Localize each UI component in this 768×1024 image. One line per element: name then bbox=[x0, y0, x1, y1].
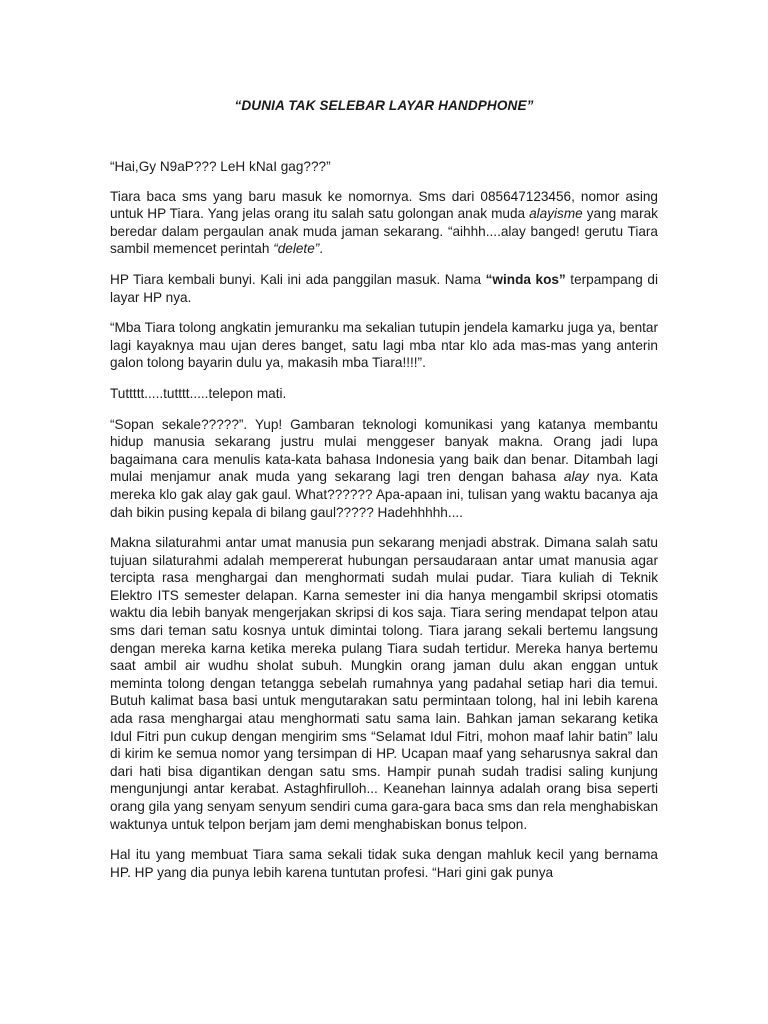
paragraph-p1 bbox=[110, 158, 658, 176]
paragraph-p6 bbox=[110, 416, 658, 522]
paragraph-p8 bbox=[110, 846, 658, 881]
text-segment: Tuttttt.....tutttt.....telepon mati. bbox=[110, 385, 287, 401]
document-title: “DUNIA TAK SELEBAR LAYAR HANDPHONE” bbox=[234, 98, 534, 113]
text-segment: HP Tiara kembali bunyi. Kali ini ada panggilan masuk. Nama bbox=[110, 271, 486, 287]
text-segment: Hal itu yang membuat Tiara sama sekali tidak suka dengan mahluk kecil yang bernama HP. HP yang dia punya lebih karena tuntutan profesi. “Hari gini gak punya bbox=[110, 847, 658, 880]
paragraph-p3 bbox=[110, 271, 658, 306]
text-segment: “delete” bbox=[273, 241, 320, 257]
paragraph-p5 bbox=[110, 385, 658, 403]
text-segment: yang marak beredar dalam pergaulan anak muda jaman sekarang. “aihhh....alay banged! gerutu Tiara sambil memencet perintah bbox=[110, 206, 658, 257]
text-segment: Tiara baca sms yang baru masuk ke nomornya. Sms dari 085647123456, nomor asing untuk HP Tiara. Yang jelas orang itu salah satu golongan anak muda bbox=[110, 188, 658, 222]
text-segment: . bbox=[319, 241, 324, 257]
paragraph-p7 bbox=[110, 534, 658, 833]
text-segment: alayisme bbox=[529, 206, 583, 222]
text-segment: alay bbox=[563, 469, 589, 485]
text-segment: “Mba Tiara tolong angkatin jemuranku ma sekalian tutupin jendela kamarku juga ya, bentar lagi kayaknya mau ujan deres banget, satu lagi mba ntar klo ada mas-mas yang anterin galon tolong bayarin dulu ya, makasih mba Tiara!!!!”. bbox=[110, 320, 658, 371]
text-segment: “winda kos” bbox=[485, 271, 566, 287]
document-body bbox=[110, 158, 658, 894]
paragraph-p2 bbox=[110, 188, 658, 258]
text-segment: terpampang di layar HP nya. bbox=[110, 271, 658, 305]
text-segment: “Hai,Gy N9aP??? LeH kNaI gag???” bbox=[110, 159, 331, 174]
text-segment: Makna silaturahmi antar umat manusia pun sekarang menjadi abstrak. Dimana salah satu tujuan silaturahmi adalah mempererat hubungan persaudaraan antar umat manusia agar tercipta rasa menghargai dan menghormati sudah mulai pudar. Tiara kuliah di Teknik Elektro ITS semester delapan. Karna semester ini dia hanya mengambil skripsi otomatis waktu dia lebih banyak mengerjakan skripsi di kos saja. Tiara sering mendapat telpon atau sms dari teman satu kosnya untuk dimintai tolong. Tiara jarang sekali bertemu langsung dengan mereka karna ketika mereka pulang Tiara sudah tertidur. Mereka hanya bertemu saat ambil air wudhu sholat subuh. Mungkin orang jaman dulu akan enggan untuk meminta tolong dengan tetangga sebelah rumahnya yang padahal setiap hari dia temui. Butuh kalimat basa basi untuk mengutarakan satu permintaan tolong, hal ini lebih karena ada rasa menghargai atau menghormati satu sama lain. Bahkan jaman sekarang ketika Idul Fitri pun cukup dengan mengirim sms “Selamat Idul Fitri, mohon maaf lahir batin” lalu di kirim ke semua nomor yang tersimpan di HP. Ucapan maaf yang seharusnya sakral dan dari hati bisa digantikan dengan satu sms. Hampir punah sudah tradisi saling kunjung mengunjungi antar kerabat. Astaghfirulloh... Keanehan lainnya adalah orang bisa seperti orang gila yang senyam senyum sendiri cuma gara-gara baca sms dan rela menghabiskan waktunya untuk telpon berjam jam demi menghabiskan bonus telpon. bbox=[110, 535, 658, 832]
text-segment: “Sopan sekale?????”. Yup! Gambaran teknologi komunikasi yang katanya membantu hidup manusia sekarang justru mulai menggeser banyak makna. Orang jadi lupa bagaimana cara menulis kata-kata bahasa Indonesia yang baik dan benar. Ditambah lagi mulai menjamur anak muda yang sekarang lagi tren dengan bahasa bbox=[110, 416, 658, 485]
text-segment: nya. Kata mereka klo gak alay gak gaul. What?????? Apa-apaan ini, tulisan yang waktu bacanya aja dah bikin pusing kepala di bilang gaul????? Hadehhhhh.... bbox=[110, 469, 658, 520]
paragraph-p4 bbox=[110, 319, 658, 372]
